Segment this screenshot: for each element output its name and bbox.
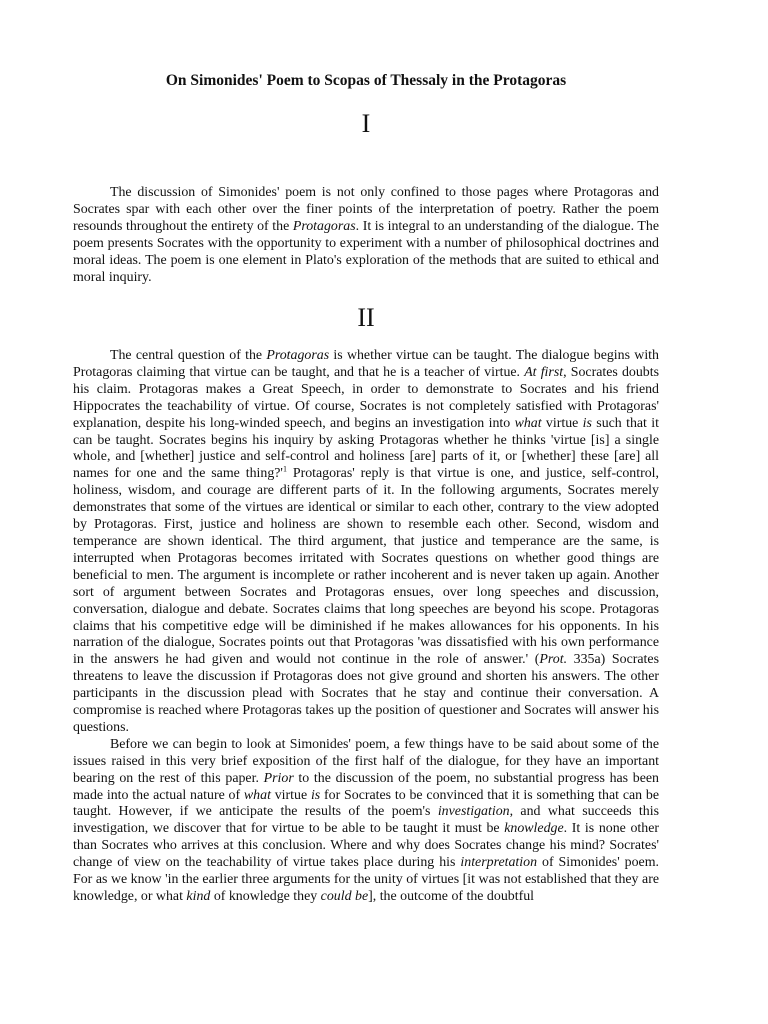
section-heading-1: I	[361, 109, 371, 138]
document-title: On Simonides' Poem to Scopas of Thessaly in the Protagoras	[165, 72, 567, 89]
section-heading-2: II	[357, 303, 375, 332]
paragraph: Before we can begin to look at Simonides' poem, a few things have to be said about some of the issues raised in this very brief exposition of the first half of the dialogue, for they have an important bearing on the rest of this paper. Prior to the discussion of the poem, no substantial progress has been made into the actual nature of what virtue is for Socrates to be convinced that it is something that can be taught. However, if we anticipate the results of the poem's investigation, and what succeeds this investigation, we discover that for virtue to be able to be taught it must be knowledge. It is none other than Socrates who arrives at this conclusion. Where and why does Socrates change his mind? Socrates' change of view on the teachability of virtue takes place during his interpretation of Simonides' poem. For as we know 'in the earlier three arguments for the unity of virtues [it was not established that they are knowledge, or what kind of knowledge they could be], the outcome of the doubtful	[73, 736, 660, 904]
paragraph: The discussion of Simonides' poem is not only confined to those pages where Protagoras and Socrates spar with each other over the finer points of the interpretation of poetry. Rather the poem resounds throughout the entirety of the Protagoras. It is integral to an understanding of the dialogue. The poem presents Socrates with the opportunity to experiment with a number of philosophical doctrines and moral ideas. The poem is one element in Plato's exploration of the methods that are suited to ethical and moral inquiry.	[73, 185, 659, 285]
paragraph: The central question of the Protagoras is whether virtue can be taught. The dialogue begins with Protagoras claiming that virtue can be taught, and that he is a teacher of virtue. At first, Socrates doubts his claim. Protagoras makes a Great Speech, in order to demonstrate to Socrates and his friend Hippocrates the teachability of virtue. Of course, Socrates is not completely satisfied with Protagoras' explanation, despite his long-winded speech, and begins an investigation into what virtue is such that it can be taught. Socrates begins his inquiry by asking Protagoras whether he thinks 'virtue [is] a single whole, and [whether] justice and self-control and holiness [are] parts of it, or [whether] these [are] all names for one and the same $thing?'^1$ Protagoras' reply is that virtue is one, and justice, self-control, holiness, wisdom, and courage are different parts of it. In the following arguments, Socrates merely demonstrates that some of the virtues are identical or similar to each other, contrary to the view adopted by Protagoras. First, justice and holiness are shown to resemble each other. Second, wisdom and temperance are shown identical. The third argument, that justice and temperance are the same, is interrupted when Protagoras becomes irritated with Socrates questions on whether good things are beneficial to men. The argument is incomplete or rather incoherent and is never taken up again. Another sort of argument between Socrates and Protagoras ensues, over long speeches and discussion, conversation, dialogue and debate. Socrates claims that long speeches are beyond his scope. Protagoras claims that his competitive edge will be diminished if he makes allowances for his opponents. In his narration of the dialogue, Socrates points out that Protagoras 'was dissatisfied with his own performance in the answers he had given and would not continue in the role of answer.' (Prot. 335a) Socrates threatens to leave the discussion if Protagoras does not give ground and shorten his answers. The other participants in the discussion plead with Socrates that he stay and continue their conversation. A compromise is reached where Protagoras takes up the position of questioner and Socrates will answer his questions.	[73, 348, 659, 735]
section-1-body	[73, 185, 659, 286]
section-2-body	[73, 348, 659, 906]
footnote-marker[interactable]: 1	[282, 464, 287, 474]
